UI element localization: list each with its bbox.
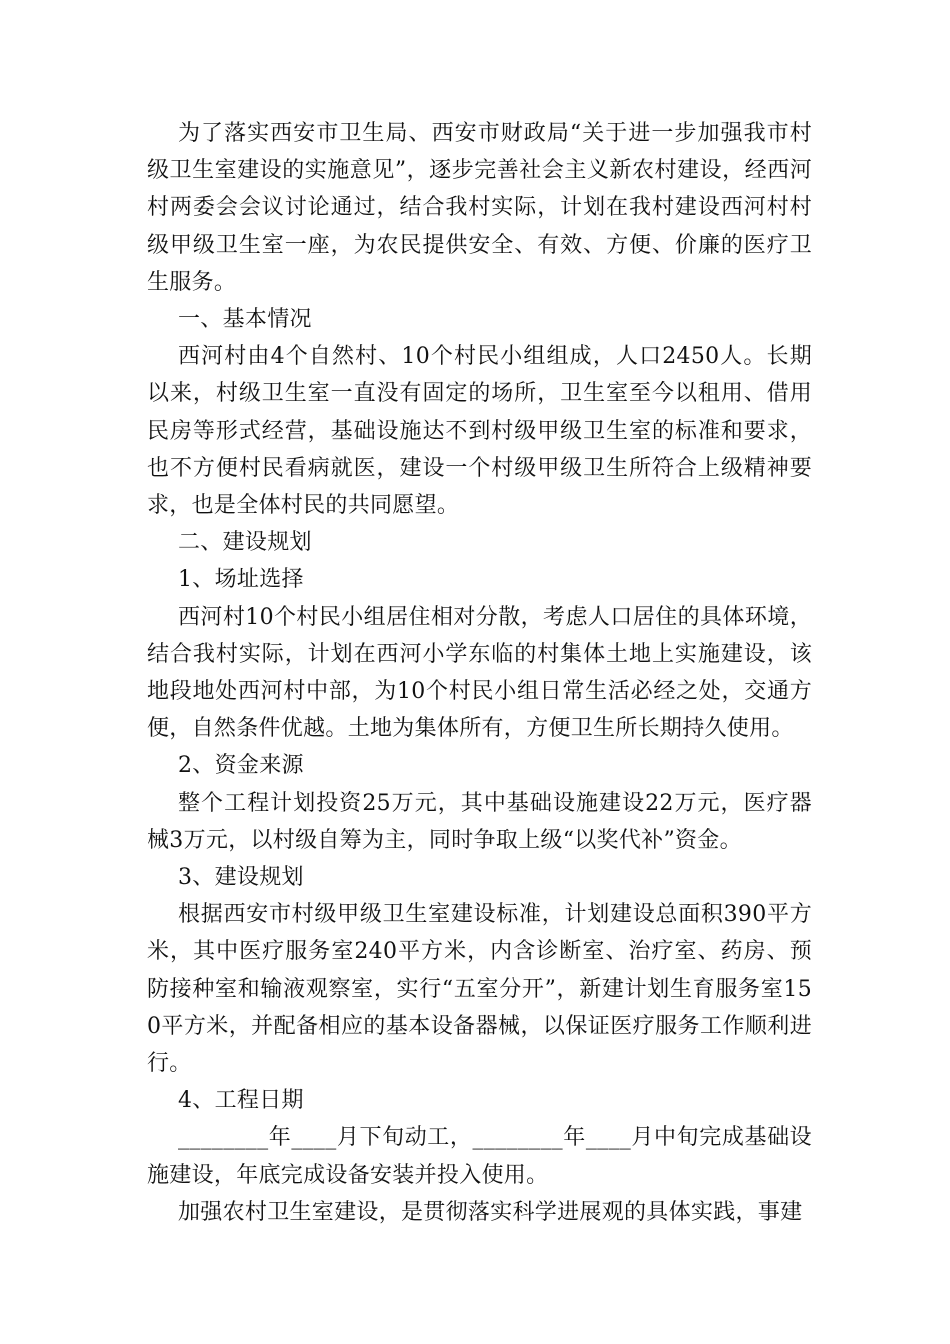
subheading-funding-source: 2、资金来源 [178, 753, 304, 779]
subheading-site-selection: 1、场址选择 [178, 567, 304, 593]
building-plan-paragraph: 根据西安市村级甲级卫生室建设标准，计划建设总面积390平方米，其中医疗服务室240平方米，内含诊断室、治疗室、药房、预防接种室和输液观察室，实行“五室分开”，新建计划生育服务室150平方米，并配备相应的基本设备器械，以保证医疗服务工作顺利进行。 [147, 902, 812, 1077]
subheading-building-plan: 3、建设规划 [178, 865, 304, 891]
section-heading-basic-situation: 一、基本情况 [178, 307, 312, 333]
funding-source-paragraph: 整个工程计划投资25万元，其中基础设施建设22万元，医疗器械3万元，以村级自筹为主，同时争取上级“以奖代补”资金。 [147, 790, 812, 853]
subheading-project-schedule: 4、工程日期 [178, 1088, 304, 1114]
document-page [147, 115, 812, 1231]
closing-paragraph: 加强农村卫生室建设，是贯彻落实科学进展观的具体实践，事建 [178, 1199, 803, 1225]
basic-situation-paragraph: 西河村由4个自然村、10个村民小组组成，人口2450人。长期以来，村级卫生室一直没有固定的场所，卫生室至今以租用、借用民房等形式经营，基础设施达不到村级甲级卫生室的标准和要求，也不方便村民看病就医，建设一个村级甲级卫生所符合上级精神要求，也是全体村民的共同愿望。 [147, 344, 812, 519]
project-schedule-paragraph: ________年____月下旬动工，________年____月中旬完成基础设施建设，年底完成设备安装并投入使用。 [147, 1125, 812, 1188]
site-selection-paragraph: 西河村10个村民小组居住相对分散，考虑人口居住的具体环境，结合我村实际，计划在西河小学东临的村集体土地上实施建设，该地段地处西河村中部，为10个村民小组日常生活必经之处，交通方便，自然条件优越。土地为集体所有，方便卫生所长期持久使用。 [147, 604, 812, 742]
intro-paragraph: 为了落实西安市卫生局、西安市财政局“关于进一步加强我市村级卫生室建设的实施意见”，逐步完善社会主义新农村建设，经西河村两委会会议讨论通过，结合我村实际，计划在我村建设西河村村级甲级卫生室一座，为农民提供安全、有效、方便、价廉的医疗卫生服务。 [147, 121, 812, 295]
section-heading-construction-plan: 二、建设规划 [178, 530, 312, 556]
